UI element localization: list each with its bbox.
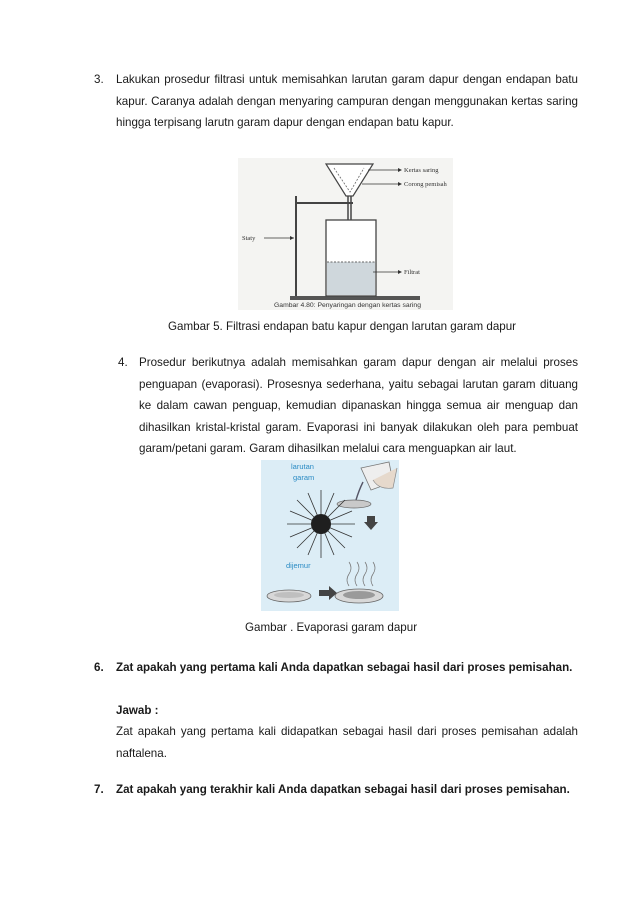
- item-3-text: Lakukan prosedur filtrasi untuk memisahkan larutan garam dapur dengan endapan batu kapur. Caranya adalah dengan menyaring campuran dengan menggunakan kertas saring hingga terpisang larutn garam dapur dengan endapan batu kapur.: [116, 73, 578, 129]
- evaporation-figure: [261, 460, 399, 611]
- figure-inner-caption: Gambar 4.80: Penyaringan dengan kertas saring: [274, 302, 421, 309]
- evaporation-diagram: [261, 460, 399, 611]
- q7-number: 7.: [94, 783, 104, 796]
- q6-number: 6.: [94, 661, 104, 674]
- label-kertas-saring: Kertas saring: [404, 167, 439, 174]
- item-4-text: Prosedur berikutnya adalah memisahkan garam dapur dengan air melalui proses penguapan (evaporasi). Prosesnya sederhana, yaitu sebagai larutan garam dituang ke dalam cawan penguap, kemudian dipanaskan hingga semua air menguap dan dihasilkan kristal-kristal garam. Evaporasi ini banyak dilakukan oleh para pembuat garam/petani garam. Garam dihasilkan melalui cara menguapkan air laut.: [139, 356, 578, 455]
- q7-question: Zat apakah yang terakhir kali Anda dapatkan sebagai hasil dari proses pemisahan.: [116, 783, 570, 796]
- label-filtrat: Filtrat: [404, 269, 420, 276]
- label-dijemur: dijemur: [286, 561, 311, 570]
- q6-answer-label: Jawab :: [116, 704, 159, 717]
- figure-5-caption: Gambar 5. Filtrasi endapan batu kapur dengan larutan garam dapur: [168, 320, 517, 333]
- filtration-figure: [238, 158, 453, 310]
- label-larutan: larutan: [291, 462, 314, 471]
- q6-question: Zat apakah yang pertama kali Anda dapatkan sebagai hasil dari proses pemisahan.: [116, 661, 573, 674]
- label-corong-pemisah: Corong pemisah: [404, 181, 447, 188]
- label-garam: garam: [293, 473, 315, 482]
- item-3-number: 3.: [94, 73, 104, 86]
- evaporation-caption: Gambar . Evaporasi garam dapur: [245, 621, 418, 634]
- filtration-diagram: [238, 158, 453, 310]
- label-statif: Staty: [242, 235, 256, 242]
- q6-answer: Zat apakah yang pertama kali didapatkan sebagai hasil dari proses pemisahan adalah naftalena.: [116, 725, 578, 760]
- item-4-number: 4.: [118, 356, 128, 369]
